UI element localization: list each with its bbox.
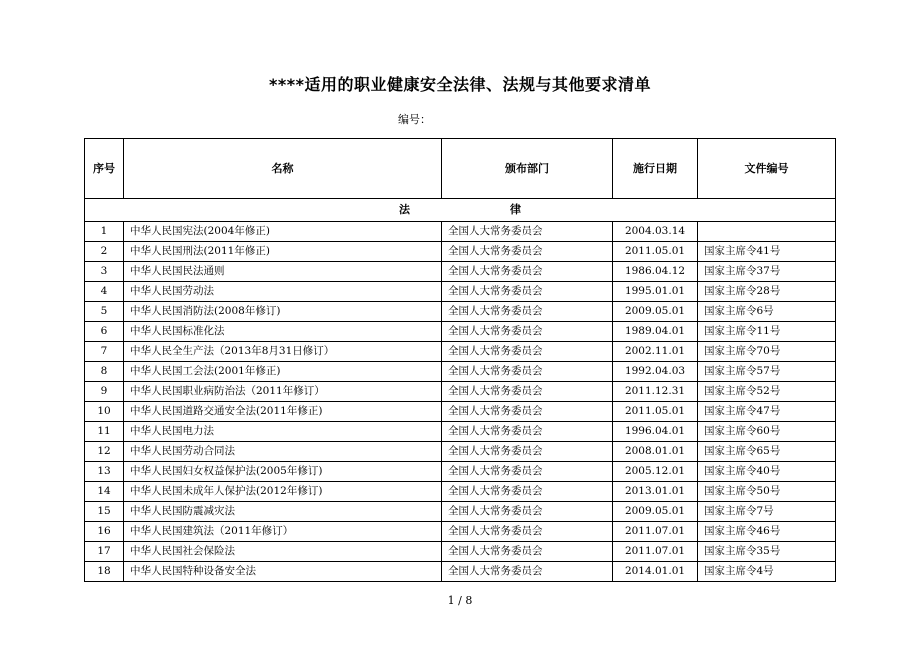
cell-date: 2014.01.01 [613,562,698,582]
header-doc: 文件编号 [698,139,836,199]
cell-dept: 全国人大常务委员会 [442,342,613,362]
cell-name: 中华人民国刑法(2011年修正) [124,242,442,262]
cell-dept: 全国人大常务委员会 [442,302,613,322]
table-row [85,522,836,542]
section-row-law [85,199,836,222]
cell-name: 中华人民国电力法 [124,422,442,442]
cell-doc: 国家主席令11号 [698,322,836,342]
page-number: 1 / 8 [447,594,473,607]
regulations-table [84,138,836,582]
cell-name: 中华人民国标准化法 [124,322,442,342]
cell-name: 中华人民国特种设备安全法 [124,562,442,582]
cell-doc: 国家主席令40号 [698,462,836,482]
cell-dept: 全国人大常务委员会 [442,322,613,342]
cell-date: 2011.07.01 [613,542,698,562]
cell-dept: 全国人大常务委员会 [442,382,613,402]
table-row [85,222,836,242]
cell-date: 1996.04.01 [613,422,698,442]
table-row [85,382,836,402]
cell-name: 中华人民国劳动法 [124,282,442,302]
cell-dept: 全国人大常务委员会 [442,482,613,502]
cell-name: 中华人民国社会保险法 [124,542,442,562]
cell-no: 4 [85,282,124,302]
cell-date: 2011.05.01 [613,402,698,422]
cell-date: 1986.04.12 [613,262,698,282]
cell-name: 中华人民国消防法(2008年修订) [124,302,442,322]
table-row [85,342,836,362]
table-row [85,362,836,382]
table-row [85,562,836,582]
cell-doc: 国家主席令50号 [698,482,836,502]
cell-dept: 全国人大常务委员会 [442,522,613,542]
cell-doc: 国家主席令60号 [698,422,836,442]
cell-no: 17 [85,542,124,562]
cell-doc: 国家主席令35号 [698,542,836,562]
cell-date: 2009.05.01 [613,302,698,322]
cell-no: 14 [85,482,124,502]
cell-date: 2008.01.01 [613,442,698,462]
header-date: 施行日期 [613,139,698,199]
cell-date: 2013.01.01 [613,482,698,502]
cell-doc: 国家主席令65号 [698,442,836,462]
cell-no: 12 [85,442,124,462]
cell-doc: 国家主席令52号 [698,382,836,402]
document-number-label: 编号： [398,113,431,126]
cell-doc: 国家主席令6号 [698,302,836,322]
cell-no: 2 [85,242,124,262]
cell-doc: 国家主席令46号 [698,522,836,542]
cell-no: 15 [85,502,124,522]
cell-name: 中华人民国建筑法（2011年修订） [124,522,442,542]
cell-no: 13 [85,462,124,482]
table-row [85,502,836,522]
cell-doc: 国家主席令37号 [698,262,836,282]
cell-doc: 国家主席令28号 [698,282,836,302]
cell-no: 3 [85,262,124,282]
document-title: ****适用的职业健康安全法律、法规与其他要求清单 [269,75,651,94]
table-row [85,322,836,342]
header-no: 序号 [85,139,124,199]
cell-dept: 全国人大常务委员会 [442,502,613,522]
cell-name: 中华人民国工会法(2001年修正) [124,362,442,382]
cell-no: 7 [85,342,124,362]
cell-name: 中华人民国职业病防治法（2011年修订） [124,382,442,402]
cell-doc: 国家主席令7号 [698,502,836,522]
table-row [85,242,836,262]
cell-doc [698,222,836,242]
cell-date: 1992.04.03 [613,362,698,382]
table-row [85,402,836,422]
cell-date: 2005.12.01 [613,462,698,482]
cell-no: 8 [85,362,124,382]
cell-doc: 国家主席令57号 [698,362,836,382]
cell-dept: 全国人大常务委员会 [442,562,613,582]
section-label: 法律 [85,199,836,222]
cell-name: 中华人民国未成年人保护法(2012年修订) [124,482,442,502]
cell-no: 5 [85,302,124,322]
table-header-row [85,139,836,199]
table-row [85,542,836,562]
cell-doc: 国家主席令70号 [698,342,836,362]
cell-date: 2009.05.01 [613,502,698,522]
cell-date: 1989.04.01 [613,322,698,342]
cell-dept: 全国人大常务委员会 [442,362,613,382]
table-row [85,302,836,322]
cell-no: 10 [85,402,124,422]
cell-doc: 国家主席令41号 [698,242,836,262]
cell-dept: 全国人大常务委员会 [442,402,613,422]
table-row [85,482,836,502]
cell-dept: 全国人大常务委员会 [442,422,613,442]
table-row [85,422,836,442]
cell-name: 中华人民国道路交通安全法(2011年修正) [124,402,442,422]
cell-dept: 全国人大常务委员会 [442,282,613,302]
header-name: 名称 [124,139,442,199]
cell-dept: 全国人大常务委员会 [442,242,613,262]
cell-dept: 全国人大常务委员会 [442,222,613,242]
cell-doc: 国家主席令47号 [698,402,836,422]
cell-date: 2011.12.31 [613,382,698,402]
cell-no: 18 [85,562,124,582]
cell-date: 2011.07.01 [613,522,698,542]
cell-dept: 全国人大常务委员会 [442,542,613,562]
cell-no: 11 [85,422,124,442]
cell-date: 2004.03.14 [613,222,698,242]
cell-date: 2011.05.01 [613,242,698,262]
cell-date: 1995.01.01 [613,282,698,302]
cell-name: 中华人民国民法通则 [124,262,442,282]
cell-name: 中华人民国宪法(2004年修正) [124,222,442,242]
cell-dept: 全国人大常务委员会 [442,462,613,482]
cell-no: 16 [85,522,124,542]
header-dept: 颁布部门 [442,139,613,199]
table-row [85,462,836,482]
cell-date: 2002.11.01 [613,342,698,362]
cell-name: 中华人民国防震减灾法 [124,502,442,522]
cell-dept: 全国人大常务委员会 [442,442,613,462]
cell-dept: 全国人大常务委员会 [442,262,613,282]
table-row [85,442,836,462]
cell-name: 中华人民国劳动合同法 [124,442,442,462]
cell-no: 9 [85,382,124,402]
table-row [85,282,836,302]
cell-name: 中华人民国妇女权益保护法(2005年修订) [124,462,442,482]
cell-no: 6 [85,322,124,342]
cell-no: 1 [85,222,124,242]
table-row [85,262,836,282]
cell-name: 中华人民全生产法（2013年8月31日修订） [124,342,442,362]
cell-doc: 国家主席令4号 [698,562,836,582]
